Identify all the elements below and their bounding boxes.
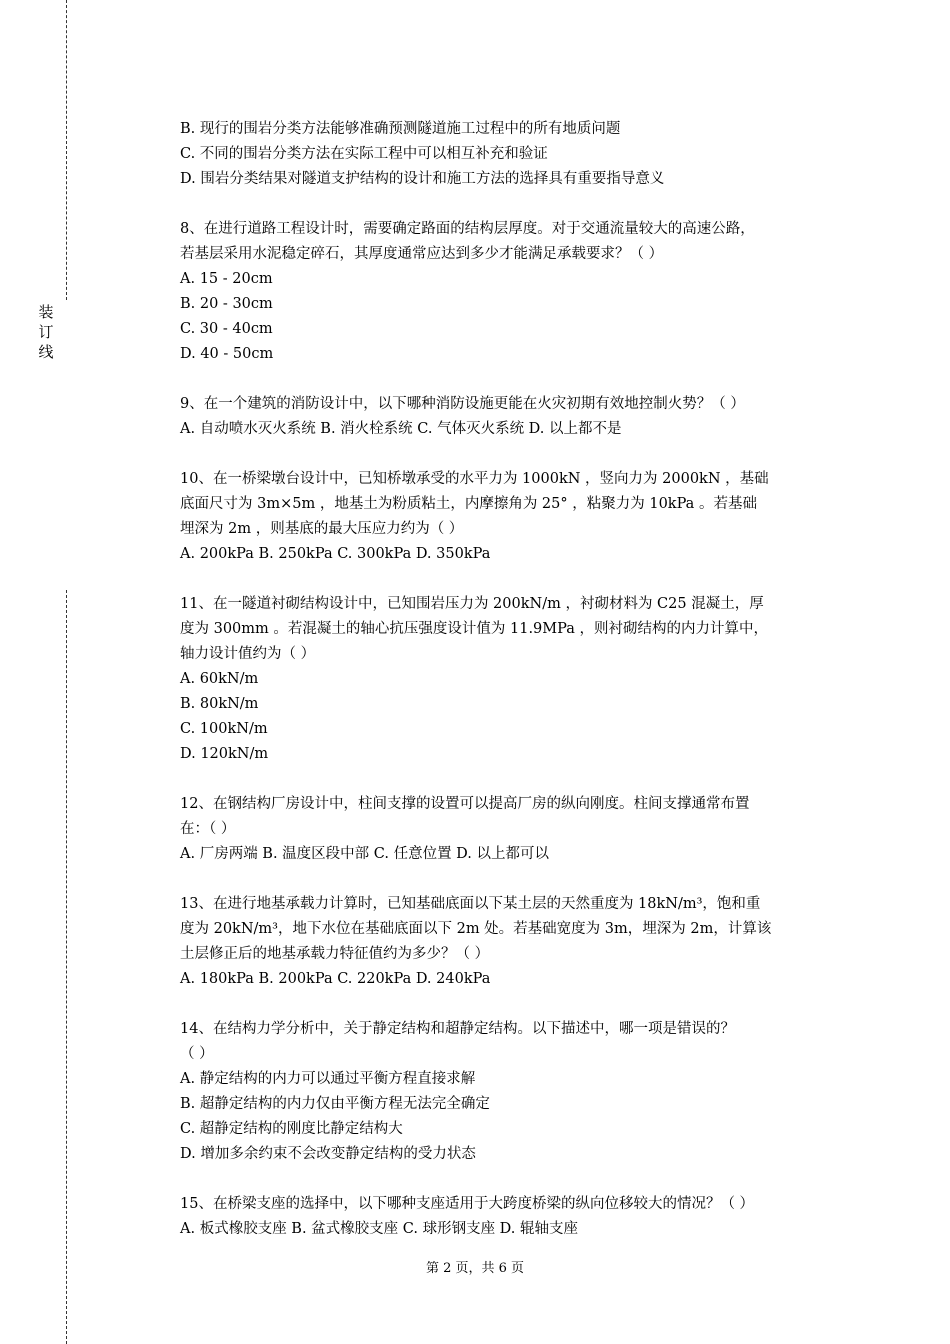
answer-option: D. 围岩分类结果对隧道支护结构的设计和施工方法的选择具有重要指导意义 xyxy=(180,171,665,187)
answer-option: B. 80kN/m xyxy=(180,696,259,712)
question-stem-line: 8、在进行道路工程设计时，需要确定路面的结构层厚度。对于交通流量较大的高速公路， xyxy=(180,221,755,237)
answer-option: A. 板式橡胶支座 B. 盆式橡胶支座 C. 球形钢支座 D. 辊轴支座 xyxy=(180,1221,579,1237)
question-stem-line: 土层修正后的地基承载力特征值约为多少？（ ） xyxy=(180,946,490,962)
question-stem-line: 在：（ ） xyxy=(180,821,236,837)
question-stem-line: 度为 300mm 。若混凝土的轴心抗压强度设计值为 11.9MPa ，则衬砌结构的内力计算中， xyxy=(180,621,768,637)
question-stem-line: 10、在一桥梁墩台设计中，已知桥墩承受的水平力为 1000kN ，竖向力为 2000kN ，基础 xyxy=(180,471,769,487)
binding-char: 装 xyxy=(38,303,54,321)
question-block xyxy=(180,467,840,567)
answer-option: C. 超静定结构的刚度比静定结构大 xyxy=(180,1121,403,1137)
question-stem-line: （ ） xyxy=(180,1046,214,1062)
question-block xyxy=(180,1192,840,1242)
binding-char: 订 xyxy=(38,323,54,341)
answer-option: A. 静定结构的内力可以通过平衡方程直接求解 xyxy=(180,1071,476,1087)
question-block xyxy=(180,392,840,442)
answer-option: D. 120kN/m xyxy=(180,746,269,762)
question-stem-line: 11、在一隧道衬砌结构设计中，已知围岩压力为 200kN/m ，衬砌材料为 C25 混凝土，厚 xyxy=(180,596,764,612)
binding-line-bottom xyxy=(66,590,67,1344)
answer-option: B. 现行的围岩分类方法能够准确预测隧道施工过程中的所有地质问题 xyxy=(180,121,621,137)
question-stem-line: 15、在桥梁支座的选择中，以下哪种支座适用于大跨度桥梁的纵向位移较大的情况？（ ） xyxy=(180,1196,755,1212)
page-footer: 第 2 页，共 6 页 xyxy=(425,1261,525,1276)
question-stem-line: 14、在结构力学分析中，关于静定结构和超静定结构。以下描述中，哪一项是错误的？ xyxy=(180,1021,735,1037)
question-stem-line: 度为 20kN/m³，地下水位在基础底面以下 2m 处。若基础宽度为 3m，埋深为 2m，计算该 xyxy=(180,921,772,937)
answer-option: B. 超静定结构的内力仅由平衡方程无法完全确定 xyxy=(180,1096,490,1112)
question-stem-line: 轴力设计值约为（ ） xyxy=(180,646,316,662)
answer-option: D. 40 - 50cm xyxy=(180,346,274,362)
answer-option: C. 100kN/m xyxy=(180,721,268,737)
question-block xyxy=(180,1017,840,1167)
question-block xyxy=(180,217,840,367)
question-block xyxy=(180,592,840,767)
answer-option: A. 厂房两端 B. 温度区段中部 C. 任意位置 D. 以上都可以 xyxy=(180,846,550,862)
binding-label xyxy=(36,302,56,362)
question-stem-line: 13、在进行地基承载力计算时，已知基础底面以下某土层的天然重度为 18kN/m³，饱和重 xyxy=(180,896,761,912)
answer-option: A. 自动喷水灭火系统 B. 消火栓系统 C. 气体灭火系统 D. 以上都不是 xyxy=(180,421,622,437)
question-stem-line: 底面尺寸为 3m×5m ，地基土为粉质粘土，内摩擦角为 25° ，粘聚力为 10kPa 。若基础 xyxy=(180,496,757,512)
question-block xyxy=(180,792,840,867)
answer-option: A. 60kN/m xyxy=(180,671,259,687)
question-stem-line: 12、在钢结构厂房设计中，柱间支撑的设置可以提高厂房的纵向刚度。柱间支撑通常布置 xyxy=(180,796,750,812)
question-stem-line: 若基层采用水泥稳定碎石，其厚度通常应达到多少才能满足承载要求？（ ） xyxy=(180,246,664,262)
answer-option: A. 180kPa B. 200kPa C. 220kPa D. 240kPa xyxy=(180,971,491,987)
question-block xyxy=(180,892,840,992)
binding-line-top xyxy=(66,0,67,300)
answer-option: A. 15 - 20cm xyxy=(180,271,273,287)
answer-option: D. 增加多余约束不会改变静定结构的受力状态 xyxy=(180,1146,476,1162)
question-block xyxy=(180,117,840,192)
question-list xyxy=(180,117,840,1242)
question-stem-line: 埋深为 2m ，则基底的最大压应力约为（ ） xyxy=(180,521,464,537)
answer-option: C. 不同的围岩分类方法在实际工程中可以相互补充和验证 xyxy=(180,146,548,162)
answer-option: B. 20 - 30cm xyxy=(180,296,273,312)
binding-char: 线 xyxy=(38,343,54,361)
question-stem-line: 9、在一个建筑的消防设计中，以下哪种消防设施更能在火灾初期有效地控制火势？（ ） xyxy=(180,396,745,412)
answer-option: C. 30 - 40cm xyxy=(180,321,273,337)
answer-option: A. 200kPa B. 250kPa C. 300kPa D. 350kPa xyxy=(180,546,491,562)
